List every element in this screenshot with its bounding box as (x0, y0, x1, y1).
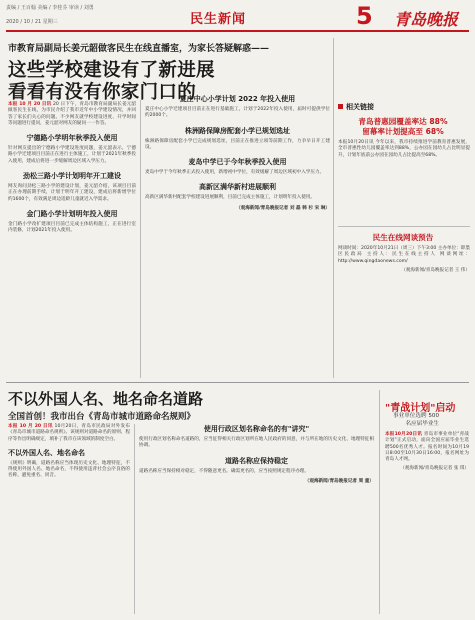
paragraph: 夏庄中心小学迁建项目目前正在进行基础施工，计划于2022年投入使用，届时可提供学位约2000个。 (145, 107, 330, 119)
page-number: 5 (356, 2, 373, 30)
sidebar-title-kindergarten-line2: 留幕率计划提高至 68% (362, 127, 444, 136)
column-divider (140, 100, 141, 378)
square-bullet-icon (338, 104, 343, 109)
subhead-xiazhuang: 夏庄中心小学计划 2022 年投入使用 (179, 95, 296, 103)
subhead-maidao: 麦岛中学已于今年秋季投入使用 (188, 158, 287, 167)
subhead-jinmen: 金门路小学计划明年投入使用 (26, 209, 118, 218)
column-divider (379, 390, 380, 614)
side-article (385, 432, 469, 473)
paragraph: 本报 10 月 20 日讯 10月20日，青岛市民政局对外发布《青岛市城市道路命名规则》。该规则对道路命名的原则、程序等作出明确规定，填补了我市在该领域的制度空白。 (8, 424, 130, 442)
paragraph: 使用行政区划名称命名道路的，应当征得相关行政区划所在地人民政府的同意，并与所在地的历史文化、地理特征相协调。 (139, 437, 374, 449)
paragraph: 道路名称应当保持相对稳定，不得随意更名。确需更名的，应当按照规定程序办理。 (139, 468, 309, 474)
paragraph: 本报10月20日讯 青岛市事业单位"青战计划"正式启动，面向全国应届毕业生选聘500名优秀人才。报名时间为10月19日8:00至10月30日16:00，报名网址为青岛人才网。 (385, 432, 469, 463)
side-byline: （观海新闻/青岛晚报记者 张 琪） (400, 466, 469, 472)
sidebar-article-2 (338, 246, 470, 274)
subhead-jinsong: 劲松三路小学计划明年开工建设 (23, 172, 121, 181)
paragraph: 株洲路保障房配套小学已完成规划选址，目前正在推进立项等前期工作，力争早日开工建设。 (145, 138, 330, 150)
paragraph: 金门路小学改扩建项目目前已完成主体结构施工，正在进行室内装修，计划2021年投入使用。 (8, 221, 136, 234)
paragraph: 《规则》明确，道路名称应当体现历史文化、地理特征，不得使用外国人名、地名命名，不得使用违背社会公序良俗的名称，避免重名、同音。 (8, 460, 130, 479)
column-divider (134, 424, 135, 614)
main-headline: 这些学校建设有了新进展 (8, 60, 215, 81)
paragraph: 网谈时间：2020年10月21日（周三）下午3:00 主办单位：即墨区民政局 主持人：民生在线主持人 网谈网址：http://www.qingdaonews.com/ (338, 246, 470, 264)
article-intro: 本报 10 月 20 日讯 20 日下午，青岛市教育局副局长姜元韶做客民生在线，为市民介绍了我市近年中小学建设情况，并回答了家长们关心的问题。不少网友就学校建设进度、开学时间等问题进行提问，姜元韶对网友的疑问一一作答。 (8, 102, 136, 126)
issue-date: 2020 / 10 / 21 星期三 (6, 19, 58, 25)
masthead (0, 0, 475, 34)
paragraph: 网友询问劲松三路小学的建设计划，姜元韶介绍，该项目目前正在办理前期手续，计划于明年开工建设，建成后将新增学位约1600个，有效满足周边适龄儿童就近入学需求。 (8, 184, 136, 202)
subhead-stability: 道路名称应保持稳定 (225, 456, 288, 465)
column-divider (333, 38, 334, 378)
lower-headline: 不以外国人名、地名命名道路 (8, 390, 204, 408)
sidebar-byline: （观海新闻/青岛晚报记者 王 伟） (401, 267, 470, 273)
subhead-zhuzhou: 株洲路保障房配套小学已规划选址 (185, 126, 290, 135)
article-byline: （观海新闻/青岛晚报记者 刘 磊 韩 杉 宋 琳） (236, 205, 330, 211)
section-title: 民生新闻 (190, 12, 247, 27)
sidebar-divider (338, 226, 470, 227)
paragraph: 高新区满华新村配套学校建设进展顺利，目前已完成主体施工，计划明年投入使用。 (145, 195, 315, 201)
sidebar-article-1 (338, 140, 470, 159)
lower-subheadline: 全国首创！我市出台《青岛市城市道路命名规则》 (8, 412, 196, 422)
article-byline: （观海新闻/青岛晚报记者 周 童） (304, 478, 374, 484)
dateline: 本报 10 月 20 日讯 (8, 424, 53, 429)
main-headline-line2: 看看有没有你家门口的 (8, 82, 197, 103)
article-column-2 (145, 94, 330, 212)
paragraph: 针对网友提出的宁德路小学建设进度问题，姜元韶表示，宁德路小学迁建项目目前正在进行主体施工，计划于2021年秋季投入使用，建成后将进一步缓解周边区域入学压力。 (8, 146, 136, 164)
article-column-1 (8, 102, 136, 235)
lower-column-2 (139, 424, 374, 485)
dateline: 本报10月20日讯 (385, 432, 423, 437)
subhead-ningde: 宁德路小学明年秋季投入使用 (26, 134, 118, 143)
headline-kicker: 市教育局副局长姜元韶做客民生在线直播室，为家长答疑解惑—— (8, 44, 270, 54)
paragraph: 本报10月20日讯 今年以来，我市持续推进学前教育普惠发展，全市普惠性幼儿园覆盖率达到88%，公办园在园幼儿占比明显提升，计划年底前公办园在园幼儿占比提高至68%。 (338, 140, 470, 158)
subhead-no-foreign-names: 不以外国人名、地名命名 (8, 448, 85, 457)
side-subheadline: 事业单位选聘 500 名应届毕业生 (393, 413, 440, 427)
newspaper-logo: 青岛晚报 (394, 10, 459, 29)
lower-column-1 (8, 424, 130, 480)
sidebar-title-online-preview: 民生在线网谈预告 (372, 233, 434, 242)
related-links-header: 相关链接 (338, 102, 374, 112)
subhead-admin-names: 使用行政区划名称命名的有"讲究" (203, 425, 310, 433)
subhead-manhua: 高新区满华新村进展顺利 (199, 183, 276, 192)
paragraph: 麦岛中学于今年秋季正式投入使用，新增初中学位，有效缓解了周边区域初中入学压力。 (145, 170, 325, 176)
section-divider (6, 382, 469, 383)
dateline: 本报 10 月 20 日讯 (8, 102, 52, 107)
editor-credits: 责编 / 王百翰 美编 / 李桂芬 审读 / 刘勇 (6, 5, 94, 11)
masthead-divider (6, 30, 469, 32)
sidebar-title-kindergarten: 青岛普惠园覆盖率达 88% (358, 117, 448, 126)
side-headline: "青战计划"启动 (385, 403, 456, 414)
